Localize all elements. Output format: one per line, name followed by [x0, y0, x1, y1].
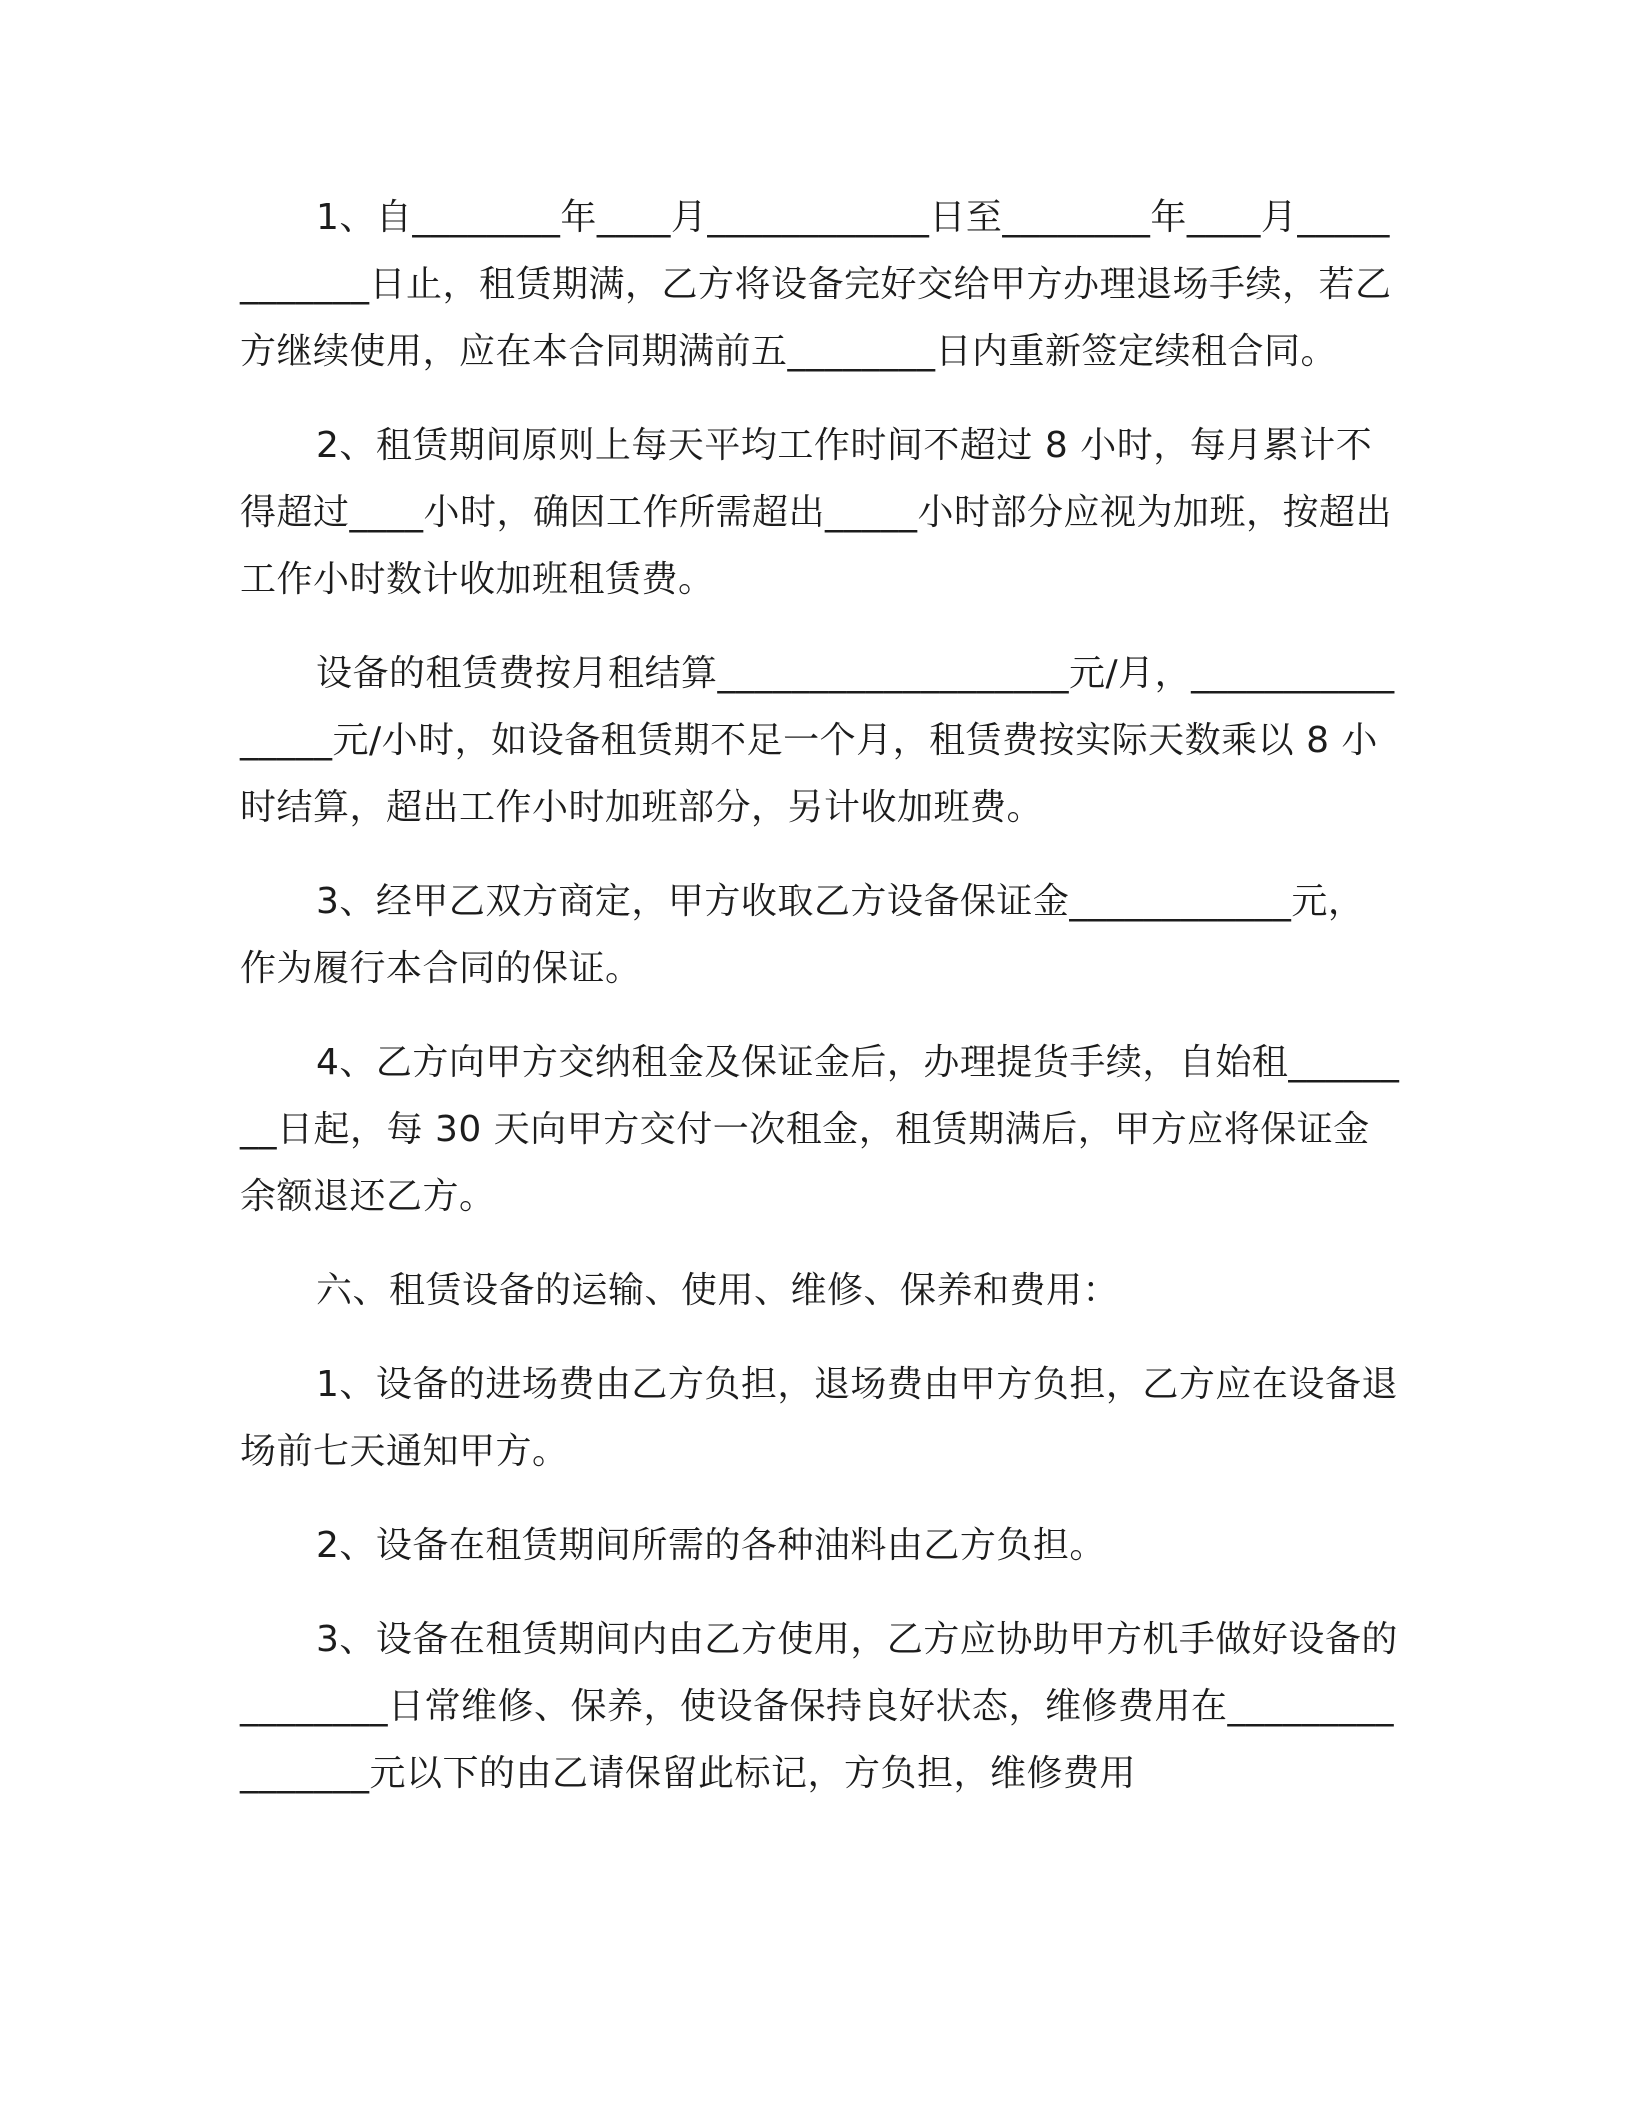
- paragraph-deposit: 3、经甲乙双方商定，甲方收取乙方设备保证金____________元，作为履行本合同的保证。: [240, 881, 1365, 989]
- paragraph-lease-term: 1、自________年____月____________日至________年____月____________日止，租赁期满，乙方将设备完好交给甲方办理退场手续，若乙方继续使用，应在本合同期满前五________日内重新签定续租合同。: [240, 197, 1392, 372]
- paragraph-fuel: 2、设备在租赁期间所需的各种油料由乙方负担。: [316, 1525, 1106, 1566]
- paragraph-payment: 4、乙方向甲方交纳租金及保证金后，办理提货手续，自始租________日起，每 30 天向甲方交付一次租金，租赁期满后，甲方应将保证金余额退还乙方。: [240, 1042, 1400, 1217]
- paragraph-rental-fee: 设备的租赁费按月租结算___________________元/月，________________元/小时，如设备租赁期不足一个月，租赁费按实际天数乘以 8 小时结算，超出工作小时加班部分，另计收加班费。: [240, 653, 1395, 828]
- paragraph-maintenance: 3、设备在租赁期间内由乙方使用，乙方应协助甲方机手做好设备的________日常维修、保养，使设备保持良好状态，维修费用在________________元以下的由乙请保留此标记，方负担，维修费用: [240, 1619, 1398, 1794]
- paragraph-working-hours: 2、租赁期间原则上每天平均工作时间不超过 8 小时，每月累计不得超过____小时，确因工作所需超出_____小时部分应视为加班，按超出工作小时数计收加班租赁费。: [240, 425, 1393, 600]
- paragraph-entry-exit-fee: 1、设备的进场费由乙方负担，退场费由甲方负担，乙方应在设备退场前七天通知甲方。: [240, 1364, 1398, 1472]
- section-heading-transport-use-maintenance: 六、租赁设备的运输、使用、维修、保养和费用：: [316, 1270, 1120, 1311]
- document-body: [240, 184, 1400, 1834]
